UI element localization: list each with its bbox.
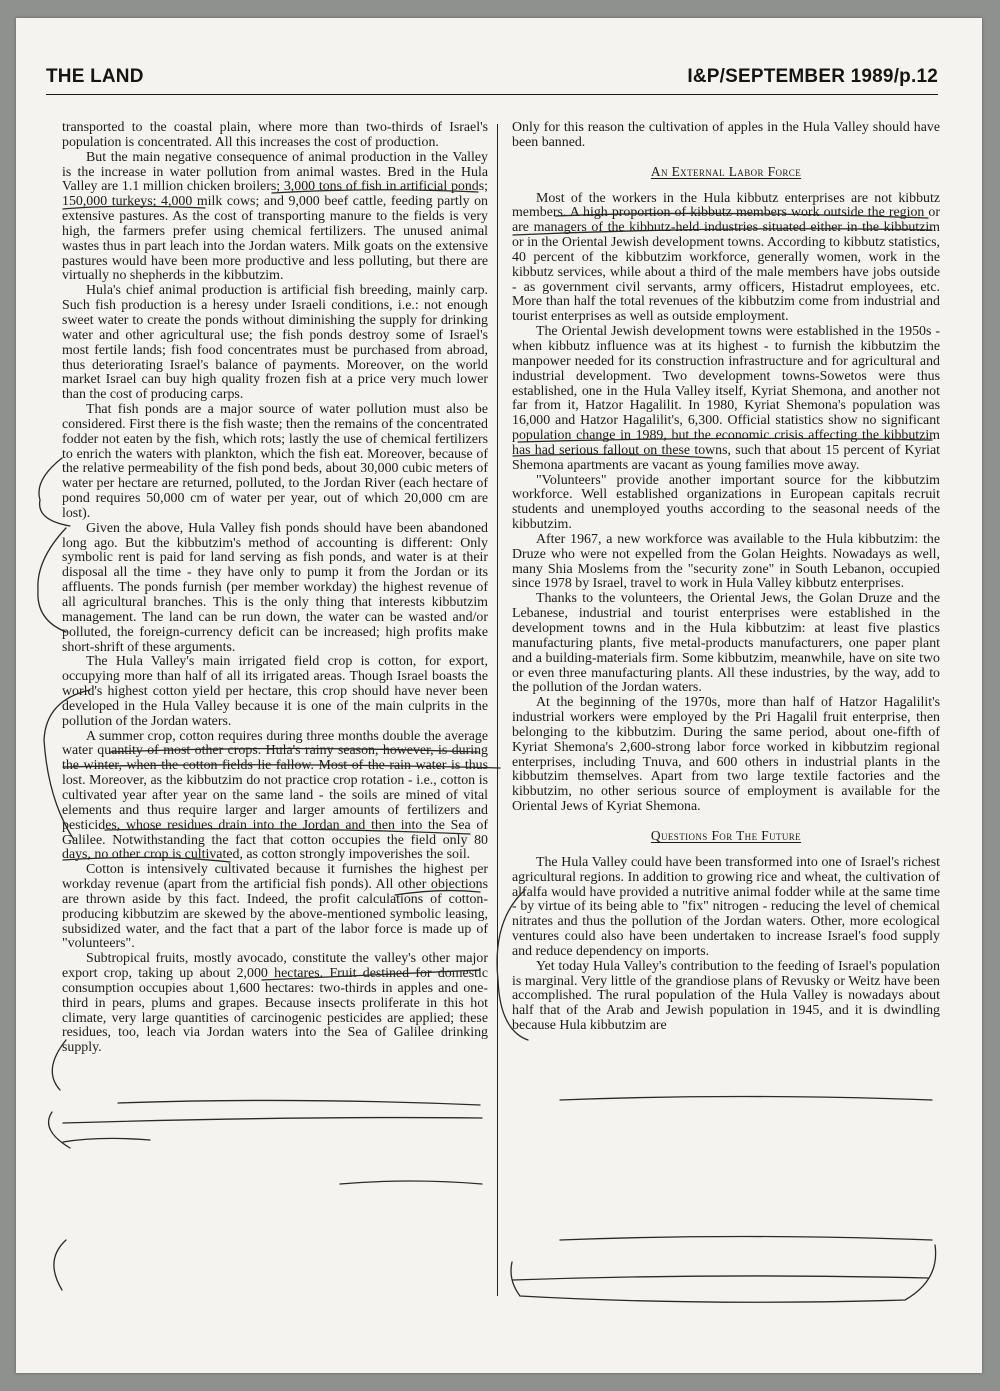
paragraph: The Hula Valley's main irrigated field crop is cotton, for export, occupying more than half of all its irrigated areas. Though Israel boasts the world's highest cotton yield per hectare, this crop should have never been developed in the Hula Valley because it is one of the main culprits in the pollution of the Jordan waters.: [62, 654, 488, 729]
paragraph: The Hula Valley could have been transformed into one of Israel's richest agricultural regions. In addition to growing rice and wheat, the cultivation of alfalfa would have provided a nutritive animal fodder while at the same time - by virtue of its being able to "fix" nitrogen - reducing the level of chemical nitrates and thus the pollution of the Jordan waters. Other, more ecological ventures could also have been undertaken to increase Israel's food supply and reduce dependency on imports.: [512, 854, 940, 959]
column-divider: [497, 124, 498, 1296]
paragraph: Given the above, Hula Valley fish ponds should have been abandoned long ago. But the kibbutzim's method of accounting is different: Only symbolic rent is paid for land serving as fish ponds, and water is at their disposal all the time - they have only to pump it from the Jordan or its affluents. The ponds furnish (per member workday) the highest revenue of all agricultural branches. This is the only thing that interests kibbutzim management. The land can be run down, the water can be wasted and/or polluted, the foreign-currency deficit can be increased; high profits make short-shrift of these arguments.: [62, 520, 488, 655]
paragraph: After 1967, a new workforce was available to the Hula kibbutzim: the Druze who were not expelled from the Golan Heights. Nowadays as well, many Shia Moslems from the "security zone" in South Lebanon, occupied since 1978 by Israel, travel to work in Hula Valley kibbutz enterprises.: [512, 531, 940, 592]
paragraph: That fish ponds are a major source of water pollution must also be considered. First there is the fish waste; then the remains of the concentrated fodder not eaten by the fish, which rots; lastly the use of chemical fertilizers to enrich the waters with plankton, which the fish eat. Moreover, because of the relative permeability of the fish pond beds, about 30,000 cubic meters of water per hectare are returned, polluted, to the Jordan River (each hectare of pond requires 50,000 cm of water per year, out of which 20,000 cm are lost).: [62, 402, 488, 521]
left-column: [62, 121, 488, 1056]
paragraph: At the beginning of the 1970s, more than half of Hatzor Hagalilit's industrial workers were employed by the Pri Hagalil fruit enterprise, then belonging to the kibbutzim. During the same period, about one-fifth of Kyriat Shemona's 2,600-strong labor force worked in kibbutzim regional enterprises, including Tnuva, and 600 others in industrial plants in the kibbutzim themselves. Apart from two large textile factories and the kibbutzim, no other serious source of employment is available for the Oriental Jews of Kyriat Shemona.: [512, 695, 940, 815]
paragraph: But the main negative consequence of animal production in the Valley is the increase in water pollution from animal wastes. Bred in the Hula Valley are 1.1 million chicken broilers; 3,000 tons of fish in artificial ponds; 150,000 turkeys; 4,000 milk cows; and 9,000 beef cattle, feeding partly on extensive pastures. As the cost of transporting manure to the fields is very high, the farmers prefer using chemical fertilizers. The unused animal wastes thus in part leach into the Jordan waters. Milk goats on the extensive pastures would have been more productive and less polluting, but there are virtually no shepherds in the kibbutzim.: [62, 149, 488, 284]
page-header: [46, 50, 938, 95]
paragraph: Subtropical fruits, mostly avocado, constitute the valley's other major export crop, taking up about 2,000 hectares. Fruit destined for domestic consumption occupies about 1,600 hectares: two-thirds in apples and one-third in pears, plums and grapes. Because insects proliferate in this hot climate, very large quantities of carcinogenic pesticides are applied; these residues, too, leach via Jordan waters into the Sea of Galilee drinking supply.: [62, 951, 488, 1056]
paragraph: Yet today Hula Valley's contribution to the feeding of Israel's population is marginal. Very little of the grandiose plans of Revusky or Weitz have been accomplished. The rural population of the Hula Valley is nowadays about half that of the Arab and Jewish population in 1945, and it is dwindling because Hula kibbutzim are: [512, 958, 940, 1034]
section-heading-labor-force: An External Labor Force: [650, 163, 802, 179]
paragraph: Hula's chief animal production is artificial fish breeding, mainly carp. Such fish production is a heresy under Israeli conditions, i.e.: not enough sweet water to create the ponds without diminishing the supply for drinking water and other agricultural use; the fish ponds destroy some of Israel's most fertile lands; fish food concentrates must be purchased from abroad, thus deteriorating Israel's balance of payments. Moreover, on the world market Israel can buy high quality frozen fish at a price very much lower than the cost of producing carps.: [62, 283, 488, 403]
paragraph: Only for this reason the cultivation of apples in the Hula Valley should have been banned.: [512, 120, 940, 150]
section-heading-future: Questions For The Future: [650, 827, 802, 843]
paragraph: The Oriental Jewish development towns were established in the 1950s - when kibbutz influence was at its highest - to furnish the kibbutzim the manpower needed for its construction infrastructure and for agricultural and industrial development. Two development towns-Sowetos were thus established, one in the Hula Valley itself, Kyriat Shemona, and another not far from it, Hatzor Hagalilit. In 1980, Kyriat Shemona's population was 16,000 and Hatzor Hagalilit's, 6,300. Official statistics show no significant population change in 1989, but the economic crisis affecting the kibbutzim has had serious fallout on these towns, such that about 15 percent of Kyriat Shemona apartments are vacant as young families move away.: [512, 324, 940, 473]
paragraph: Most of the workers in the Hula kibbutz enterprises are not kibbutz members. A high proportion of kibbutz members work outside the region or are managers of the kibbutz-held industries situated either in the kibbutzim or in the Oriental Jewish development towns. According to kibbutz statistics, 40 percent of the kibbutzim workforce, generally women, work in the kibbutz services, while about a third of the male members have jobs outside - as government civil servants, army officers, Histadrut employees, etc. More than half the total revenues of the kibbutzim come from industrial and tourist enterprises as well as outside employment.: [512, 190, 940, 325]
paragraph: Cotton is intensively cultivated because it furnishes the highest per workday revenue (apart from the artificial fish ponds). All other objections are thrown aside by this fact. Indeed, the profit calculations of cotton-producing kibbutzim are skewed by the above-mentioned symbolic leasing, subsidized water, and the fact that a part of the labor force is made up of "volunteers".: [62, 862, 488, 952]
paragraph: "Volunteers" provide another important source for the kibbutzim workforce. Well established organizations in European capitals recruit students and unemployed youths according to the seasonal needs of the kibbutzim.: [512, 472, 940, 533]
issue-page-number: I&P/SEPTEMBER 1989/p.12: [687, 66, 938, 87]
paragraph: Thanks to the volunteers, the Oriental Jews, the Golan Druze and the Lebanese, industrial and tourist enterprises were established in the development towns and in the Hula kibbutzim: at least five plastics manufacturing plants, five metal-products manufacturers, one paper plant and a building-materials firm. Some kibbutzim, meanwhile, have on site two or even three manufacturing plants. All these industries, by the way, add to the pollution of the Jordan waters.: [512, 591, 940, 696]
paragraph: transported to the coastal plain, where more than two-thirds of Israel's population is concentrated. All this increases the cost of production.: [62, 120, 488, 150]
section-title: THE LAND: [46, 66, 144, 87]
right-column: [512, 121, 940, 1034]
paragraph: A summer crop, cotton requires during three months double the average water quantity of most other crops. Hula's rainy season, however, is during the winter, when the cotton fields lie fallow. Most of the rain water is thus lost. Moreover, as the kibbutzim do not practice crop rotation - i.e., cotton is cultivated year after year on the same land - the soils are mined of vital elements and thus require larger and larger amounts of fertilizers and pesticides, whose residues drain into the Jordan and then into the Sea of Galilee. Notwithstanding the fact that cotton occupies the field only 80 days, no other crop is cultivated, as cotton strongly impoverishes the soil.: [62, 728, 488, 863]
